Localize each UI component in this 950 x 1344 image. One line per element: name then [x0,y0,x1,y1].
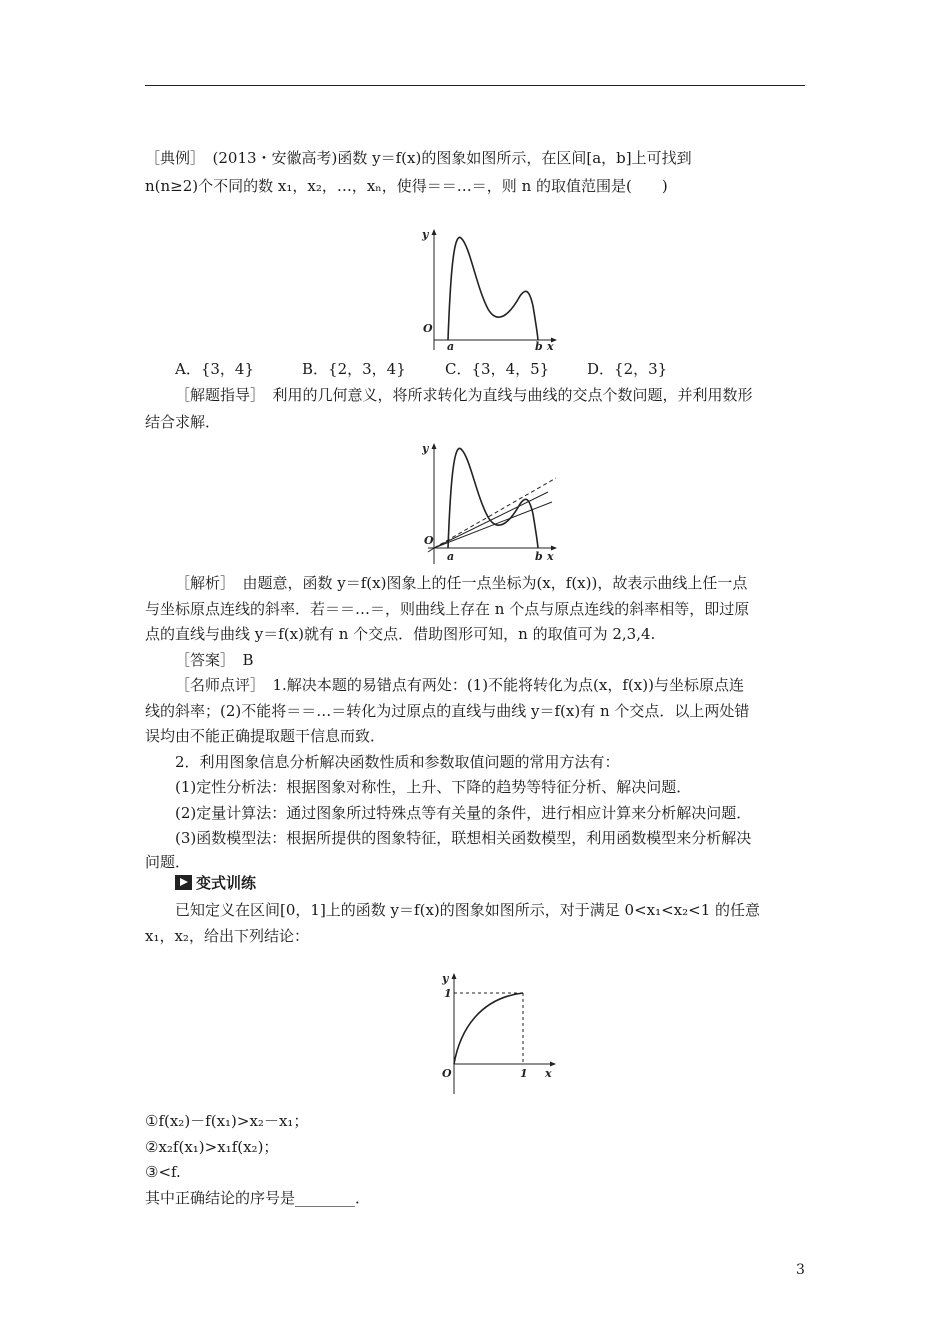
hint-line-1: ［解题指导］ 利用的几何意义，将所求转化为直线与曲线的交点个数问题，并利用数形 [175,386,753,404]
comment-line-4: 2．利用图象信息分析解决函数性质和参数取值问题的常用方法有： [175,753,620,771]
option-c: C．{3，4，5} [445,360,550,378]
fig1-origin: O [423,322,433,335]
practice-line-1: 已知定义在区间[0，1]上的函数 y＝f(x)的图象如图所示，对于满足 0<x₁<x₂<1 的任意 [175,901,761,919]
comment-line-7: (3)函数模型法：根据所提供的图象特征，联想相关函数模型，利用函数模型来分析解决 [175,829,752,847]
analysis-line-1: ［解析］ 由题意，函数 y＝f(x)图象上的任一点坐标为(x，f(x))，故表示曲线上任一点 [175,574,748,592]
conclusion-1: ①f(x₂)－f(x₁)>x₂－x₁； [145,1112,309,1130]
conclusion-2: ②x₂f(x₁)>x₁f(x₂)； [145,1138,279,1156]
example-line-1: ［典例］ (2013・安徽高考)函数 y＝f(x)的图象如图所示，在区间[a，b]上可找到 [145,149,692,167]
practice-title: 变式训练 [196,874,257,892]
fig1-label-a: a [447,340,455,352]
fig3-label-one-x: 1 [520,1067,528,1080]
fig2-origin: O [424,534,434,547]
comment-line-3: 误均由不能正确提取题干信息而致． [145,727,386,745]
practice-heading [175,872,256,893]
practice-line-2: x₁，x₂，给出下列结论： [145,927,309,945]
fig3-label-one-y: 1 [444,987,452,1000]
analysis-line-3: 点的直线与曲线 y＝f(x)就有 n 个交点．借助图形可知，n 的取值可为 2,3,4. [145,625,656,643]
figure-curve-with-lines [420,440,560,570]
fig2-label-b: b [535,550,543,563]
option-b: B．{2，3，4} [302,360,406,378]
hint-line-2: 结合求解． [145,413,221,431]
option-a: A．{3，4} [175,360,255,378]
fig2-axis-x: x [547,550,554,563]
fig1-axis-y: y [422,228,429,241]
fig3-axis-y: y [442,972,449,985]
figure-curve [420,226,560,356]
play-triangle-icon [175,875,192,890]
comment-line-5: (1)定性分析法：根据图象对称性，上升、下降的趋势等特征分析、解决问题． [175,778,692,796]
answer-line: ［答案］ B [175,651,254,669]
question-line: 其中正确结论的序号是________． [145,1189,371,1207]
fig1-label-b: b [535,340,543,352]
fig2-label-a: a [447,550,455,563]
comment-line-8: 问题． [145,853,191,871]
header-rule [145,85,805,86]
comment-line-1: ［名师点评］ 1.解决本题的易错点有两处：(1)不能将转化为点(x，f(x))与坐标原点连 [175,676,744,694]
fig1-axis-x: x [547,340,554,352]
figure-concave-curve [425,970,565,1100]
fig3-origin: O [442,1067,452,1080]
example-line-2: n(n≥2)个不同的数 x₁，x₂，…，xₙ，使得＝＝…＝，则 n 的取值范围是( ) [145,177,668,195]
fig3-axis-x: x [545,1067,552,1080]
conclusion-3: ③<f. [145,1163,181,1181]
analysis-line-2: 与坐标原点连线的斜率．若＝＝…＝，则曲线上存在 n 个点与原点连线的斜率相等，即过原 [145,600,750,618]
comment-line-6: (2)定量计算法：通过图象所过特殊点等有关量的条件，进行相应计算来分析解决问题． [175,804,752,822]
option-d: D．{2，3} [587,360,668,378]
fig2-axis-y: y [422,442,429,455]
page-number: 3 [796,1262,805,1278]
comment-line-2: 线的斜率；(2)不能将＝＝…＝转化为过原点的直线与曲线 y＝f(x)有 n 个交点．以上两处错 [145,702,750,720]
